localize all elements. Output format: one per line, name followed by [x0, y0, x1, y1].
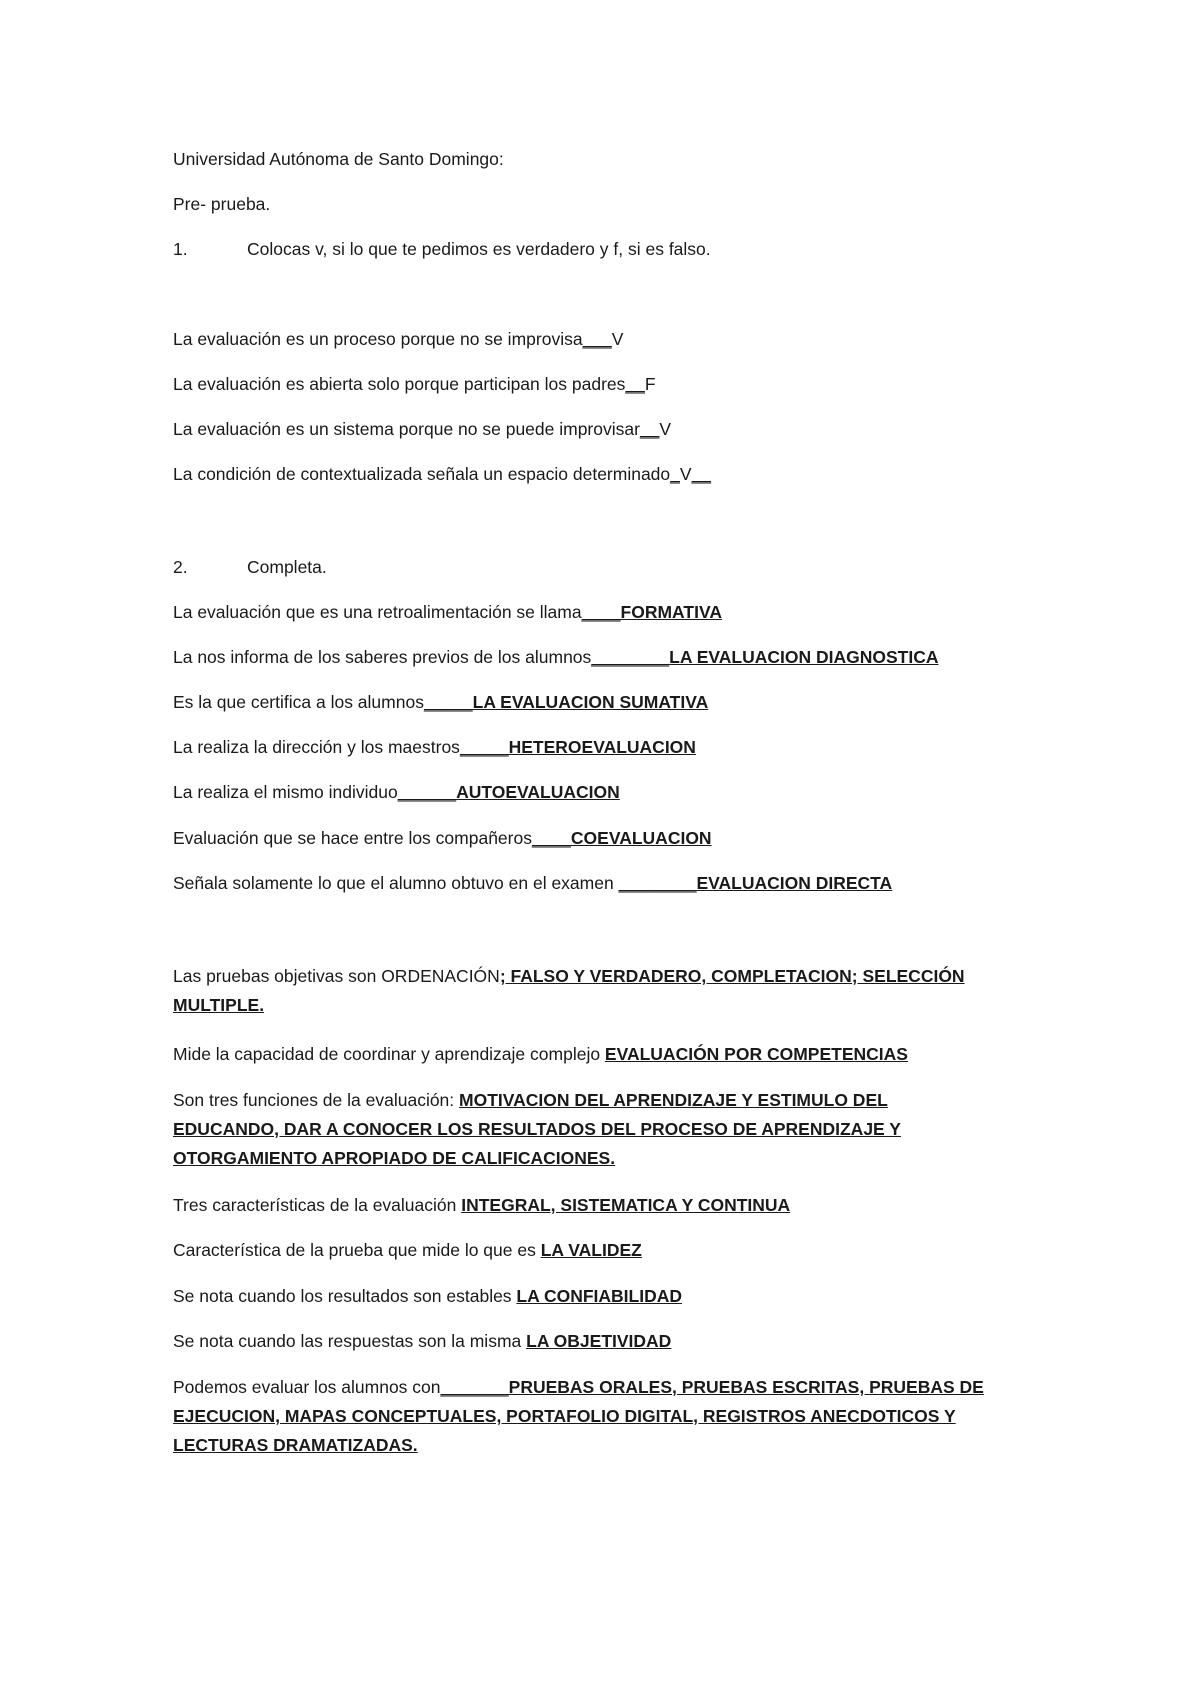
answer-text: LA OBJETIVIDAD — [526, 1331, 672, 1351]
complete-item — [173, 735, 696, 759]
university-title: Universidad Autónoma de Santo Domingo: — [173, 149, 504, 169]
section2-number: 2. — [173, 557, 188, 577]
tf-item-blank: __ — [625, 374, 645, 394]
answer-text: OTORGAMIENTO APROPIADO DE CALIFICACIONES. — [173, 1148, 616, 1168]
question-text: Tres características de la evaluación — [173, 1195, 462, 1215]
tf-item-text: La evaluación es un proceso porque no se improvisa — [173, 329, 583, 349]
complete-item-blank: _____ — [459, 737, 509, 757]
section2-instruction-text: Completa. — [247, 557, 327, 577]
question-reliability — [173, 1284, 682, 1308]
complete-item-answer: LA EVALUACION SUMATIVA — [472, 692, 709, 712]
tf-item — [173, 372, 656, 396]
question-characteristics — [173, 1193, 790, 1217]
answer-text: MOTIVACION DEL APRENDIZAJE Y ESTIMULO DEL — [459, 1090, 888, 1110]
question-competencies — [173, 1042, 908, 1066]
complete-item-text: Es la que certifica a los alumnos — [173, 692, 424, 712]
question-text: Las pruebas objetivas son ORDENACIÓN — [173, 966, 500, 986]
complete-item-blank: ____ — [581, 602, 621, 622]
tf-item-blank: _ — [670, 464, 680, 484]
tf-item-text: La evaluación es un sistema porque no se puede improvisar — [173, 419, 640, 439]
question-objective-tests — [173, 962, 1073, 1020]
section1-instruction-text: Colocas v, si lo que te pedimos es verdadero y f, si es falso. — [247, 239, 711, 259]
question-text: Se nota cuando los resultados son estables — [173, 1286, 517, 1306]
complete-item-answer: COEVALUACION — [570, 828, 712, 848]
question-text: Mide la capacidad de coordinar y aprendizaje complejo — [173, 1044, 605, 1064]
section1-number: 1. — [173, 239, 188, 259]
answer-text: LECTURAS DRAMATIZADAS. — [173, 1435, 418, 1455]
complete-item-text: Evaluación que se hace entre los compañeros — [173, 828, 532, 848]
answer-text: LA CONFIABILIDAD — [516, 1286, 683, 1306]
tf-item-text: La evaluación es abierta solo porque participan los padres — [173, 374, 626, 394]
answer-text: PRUEBAS ORALES, PRUEBAS ESCRITAS, PRUEBAS DE — [508, 1377, 984, 1397]
complete-item-blank: _____ — [423, 692, 473, 712]
answer-text: EVALUACIÓN POR COMPETENCIAS — [604, 1044, 908, 1064]
complete-item-answer: LA EVALUACION DIAGNOSTICA — [669, 647, 939, 667]
tf-item-trail: __ — [691, 464, 712, 484]
answer-text: EDUCANDO, DAR A CONOCER LOS RESULTADOS DEL PROCESO DE APRENDIZAJE Y — [173, 1119, 901, 1139]
question-text: Podemos evaluar los alumnos con — [173, 1377, 441, 1397]
tf-item-answer: V — [611, 329, 624, 349]
complete-item-answer: HETEROEVALUACION — [508, 737, 696, 757]
tf-item — [173, 327, 623, 351]
complete-item-text: La evaluación que es una retroalimentación se llama — [173, 602, 582, 622]
question-text: Son tres funciones de la evaluación: — [173, 1090, 460, 1110]
tf-item-blank: ___ — [582, 329, 612, 349]
answer-text: ; FALSO Y VERDADERO, COMPLETACION; SELECCIÓN — [499, 966, 965, 986]
answer-text: INTEGRAL, SISTEMATICA Y CONTINUA — [461, 1195, 791, 1215]
complete-item — [173, 690, 708, 714]
test-title: Pre- prueba. — [173, 194, 271, 214]
complete-item-text: La realiza el mismo individuo — [173, 782, 398, 802]
section2-instruction — [173, 555, 327, 579]
complete-item-answer: EVALUACION DIRECTA — [696, 873, 893, 893]
question-text: Se nota cuando las respuestas son la misma — [173, 1331, 527, 1351]
tf-item-answer: F — [644, 374, 656, 394]
complete-item-text: Señala solamente lo que el alumno obtuvo en el examen — [173, 873, 619, 893]
answer-blank: _______ — [440, 1377, 509, 1397]
complete-item — [173, 826, 712, 850]
tf-item — [173, 462, 711, 486]
question-validity — [173, 1238, 642, 1262]
answer-text: MULTIPLE. — [173, 995, 265, 1015]
complete-item-blank: ________ — [618, 873, 697, 893]
complete-item — [173, 780, 620, 804]
complete-item-answer: AUTOEVALUACION — [456, 782, 620, 802]
complete-item — [173, 600, 722, 624]
answer-text: LA VALIDEZ — [540, 1240, 642, 1260]
tf-item-answer: V — [659, 419, 672, 439]
complete-item-blank: ________ — [591, 647, 670, 667]
question-functions — [173, 1086, 1073, 1173]
complete-item-text: La nos informa de los saberes previos de los alumnos — [173, 647, 592, 667]
tf-item-answer: V — [679, 464, 692, 484]
complete-item — [173, 871, 892, 895]
question-text: Característica de la prueba que mide lo que es — [173, 1240, 541, 1260]
question-objectivity — [173, 1329, 671, 1353]
complete-item-blank: ____ — [531, 828, 571, 848]
answer-text: EJECUCION, MAPAS CONCEPTUALES, PORTAFOLIO DIGITAL, REGISTROS ANECDOTICOS Y — [173, 1406, 956, 1426]
complete-item-answer: FORMATIVA — [620, 602, 722, 622]
question-evaluation-methods — [173, 1373, 1073, 1460]
tf-item-blank: __ — [639, 419, 660, 439]
tf-item — [173, 417, 671, 441]
complete-item-blank: ______ — [397, 782, 457, 802]
complete-item — [173, 645, 938, 669]
tf-item-text: La condición de contextualizada señala un espacio determinado — [173, 464, 671, 484]
section1-instruction — [173, 237, 711, 261]
complete-item-text: La realiza la dirección y los maestros — [173, 737, 460, 757]
